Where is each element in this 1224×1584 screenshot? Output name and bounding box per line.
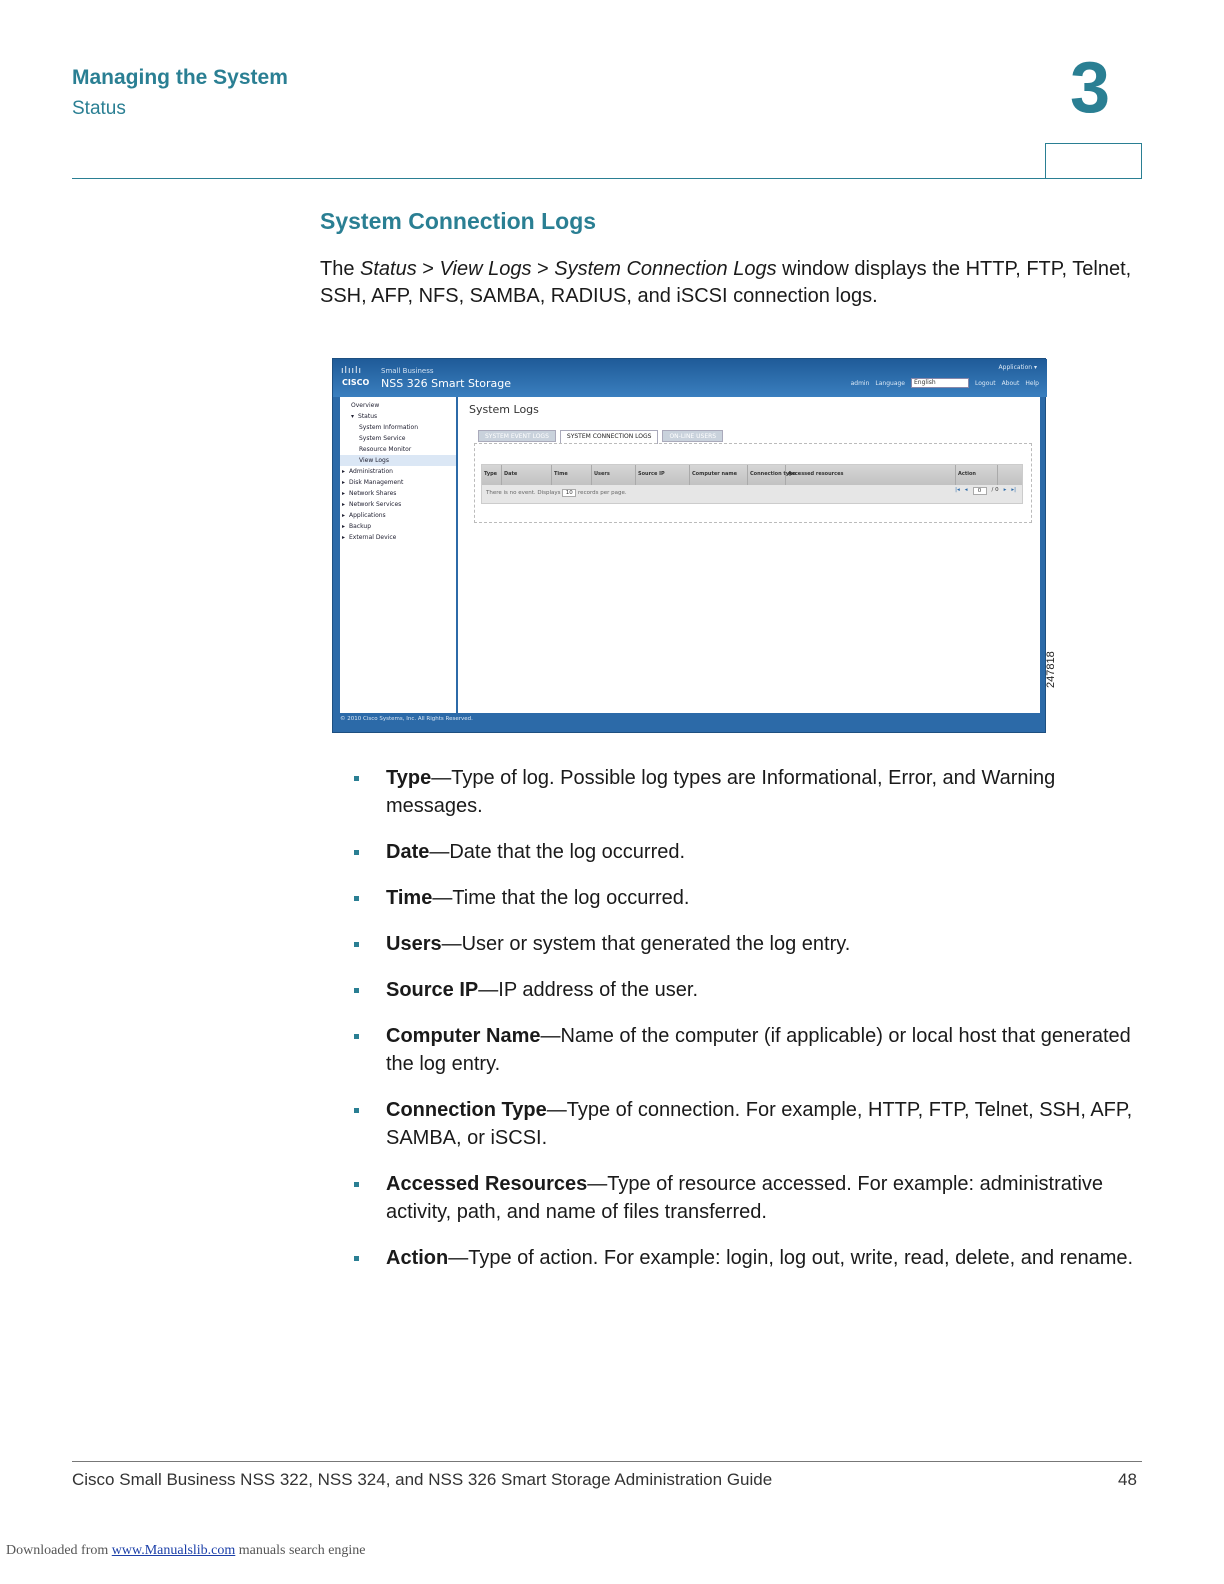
intro-sep: > [416,258,440,280]
panel-title: System Logs [469,403,539,416]
list-item-term: Type [386,767,432,789]
log-tab[interactable]: SYSTEM EVENT LOGS [478,430,556,442]
list-item-text: —Name of the computer (if applicable) or local host that generated the log entry. [386,1025,1131,1075]
sidebar-item[interactable]: System Service [359,435,406,442]
sidebar-item[interactable]: ▸ Network Shares [340,488,456,499]
last-page-icon[interactable]: ▸| [1011,487,1016,493]
list-item-text: —Type of connection. For example, HTTP, FTP, Telnet, SSH, AFP, SAMBA, or iSCSI. [386,1099,1133,1149]
main-panel [466,403,1032,703]
first-page-icon[interactable]: |◂ [955,487,960,493]
list-item-term: Action [386,1247,449,1269]
per-page-select[interactable]: 10 [562,489,576,497]
application-menu[interactable]: Application ▾ [998,364,1037,371]
sidebar-item[interactable]: ▾ Status [340,411,456,422]
prev-page-icon[interactable]: ◂ [964,487,968,493]
user-name: admin [850,379,870,387]
sidebar-item[interactable]: View Logs [340,455,456,466]
sidebar-item[interactable]: ▸ External Device [340,532,456,543]
column-header[interactable]: Accessed resources [786,465,956,485]
section-subtitle: Status [72,98,126,119]
list-item-term: Source IP [386,979,479,1001]
download-prefix: Downloaded from [6,1543,112,1558]
help-link[interactable]: Help [1025,379,1039,387]
figure-id-text: 247818 [1045,651,1057,688]
list-item-term: Time [386,887,433,909]
intro-path-status: Status [360,258,417,280]
log-table [481,464,1023,504]
list-item-text: —Time that the log occurred. [432,887,690,909]
download-line [6,1543,366,1559]
sidebar-nav [340,397,458,713]
header-rule [72,178,1142,179]
list-item [352,976,1142,1004]
cisco-logo-text: CISCO [342,378,370,387]
sidebar-item[interactable]: ▸ Network Services [340,499,456,510]
intro-path-connection-logs: System Connection Logs [554,258,777,280]
table-footer [482,485,1022,499]
column-header[interactable]: Action [956,465,998,485]
list-item-text: —Type of resource accessed. For example: administrative activity, path, and name of files transferred. [386,1173,1104,1223]
list-item [352,1096,1142,1152]
column-header[interactable]: Computer name [690,465,748,485]
sidebar-item[interactable]: Resource Monitor [359,446,412,453]
field-description-list [352,764,1142,1272]
sidebar-item[interactable]: Overview [351,402,380,409]
list-item-term: Users [386,933,442,955]
column-header[interactable]: Users [592,465,636,485]
list-item [352,1022,1142,1078]
intro-sep: > [531,258,555,280]
user-bar [851,378,1039,388]
column-header[interactable]: Date [502,465,552,485]
page-number: 48 [1118,1470,1137,1489]
sidebar-item[interactable]: ▸ Backup [340,521,456,532]
small-business-label: Small Business [381,367,434,375]
intro-paragraph [320,256,1140,310]
column-header[interactable]: Type [482,465,502,485]
footer-guide-title: Cisco Small Business NSS 322, NSS 324, and NSS 326 Smart Storage Administration Guide [72,1470,773,1489]
page-total: / 0 [991,487,999,493]
download-suffix: manuals search engine [235,1543,366,1558]
list-item [352,1244,1142,1272]
list-item-text: —Type of log. Possible log types are Informational, Error, and Warning messages. [386,767,1056,817]
app-body [340,397,1040,713]
app-header [333,359,1047,397]
sidebar-item[interactable]: ▸ Applications [340,510,456,521]
list-item [352,1170,1142,1226]
list-item-term: Connection Type [386,1099,547,1121]
list-item [352,884,1142,912]
log-tabs [478,430,723,444]
per-page-suffix: records per page. [578,490,627,496]
list-item-text: —User or system that generated the log entry. [441,933,851,955]
list-item-term: Accessed Resources [386,1173,588,1195]
screenshot-figure [332,358,1046,733]
sidebar-item[interactable]: System Information [359,424,419,431]
list-item [352,764,1142,820]
cisco-logo-icon: ılıılı [341,366,363,376]
manualslib-link[interactable]: www.Manualslib.com [111,1543,236,1558]
footer-rule [72,1461,1142,1462]
language-label: Language [875,379,906,387]
about-link[interactable]: About [1001,379,1020,387]
figure-id [1045,638,1057,688]
list-item [352,930,1142,958]
intro-suffix: window displays the HTTP, FTP, Telnet, SSH, AFP, NFS, SAMBA, RADIUS, and iSCSI connection logs. [320,258,1132,307]
log-tab[interactable]: SYSTEM CONNECTION LOGS [560,430,659,444]
list-item [352,838,1142,866]
empty-message: There is no event. Displays [486,490,561,496]
pager [955,487,1016,495]
next-page-icon[interactable]: ▸ [1003,487,1007,493]
intro-path-view-logs: View Logs [439,258,532,280]
sidebar-item[interactable]: ▸ Administration [340,466,456,477]
chapter-box [1045,143,1142,179]
chapter-number: 3 [1070,48,1111,128]
section-heading: System Connection Logs [320,208,597,234]
column-header[interactable]: Connection type [748,465,786,485]
logout-link[interactable]: Logout [975,379,996,387]
column-header[interactable]: Source IP [636,465,690,485]
language-select[interactable]: English [911,378,969,388]
intro-prefix: The [320,258,361,280]
log-tab[interactable]: ON-LINE USERS [662,430,723,442]
page-input[interactable]: 0 [973,487,987,495]
table-header [482,465,1022,485]
chapter-title: Managing the System [72,66,288,89]
log-panel [474,443,1032,523]
product-name: NSS 326 Smart Storage [381,377,511,390]
list-item-term: Date [386,841,430,863]
app-copyright: © 2010 Cisco Systems, Inc. All Rights Reserved. [340,716,473,722]
list-item-text: —Type of action. For example: login, log out, write, read, delete, and rename. [448,1247,1134,1269]
list-item-term: Computer Name [386,1025,541,1047]
list-item-text: —Date that the log occurred. [429,841,686,863]
column-header[interactable]: Time [552,465,592,485]
list-item-text: —IP address of the user. [478,979,699,1001]
sidebar-item[interactable]: ▸ Disk Management [340,477,456,488]
